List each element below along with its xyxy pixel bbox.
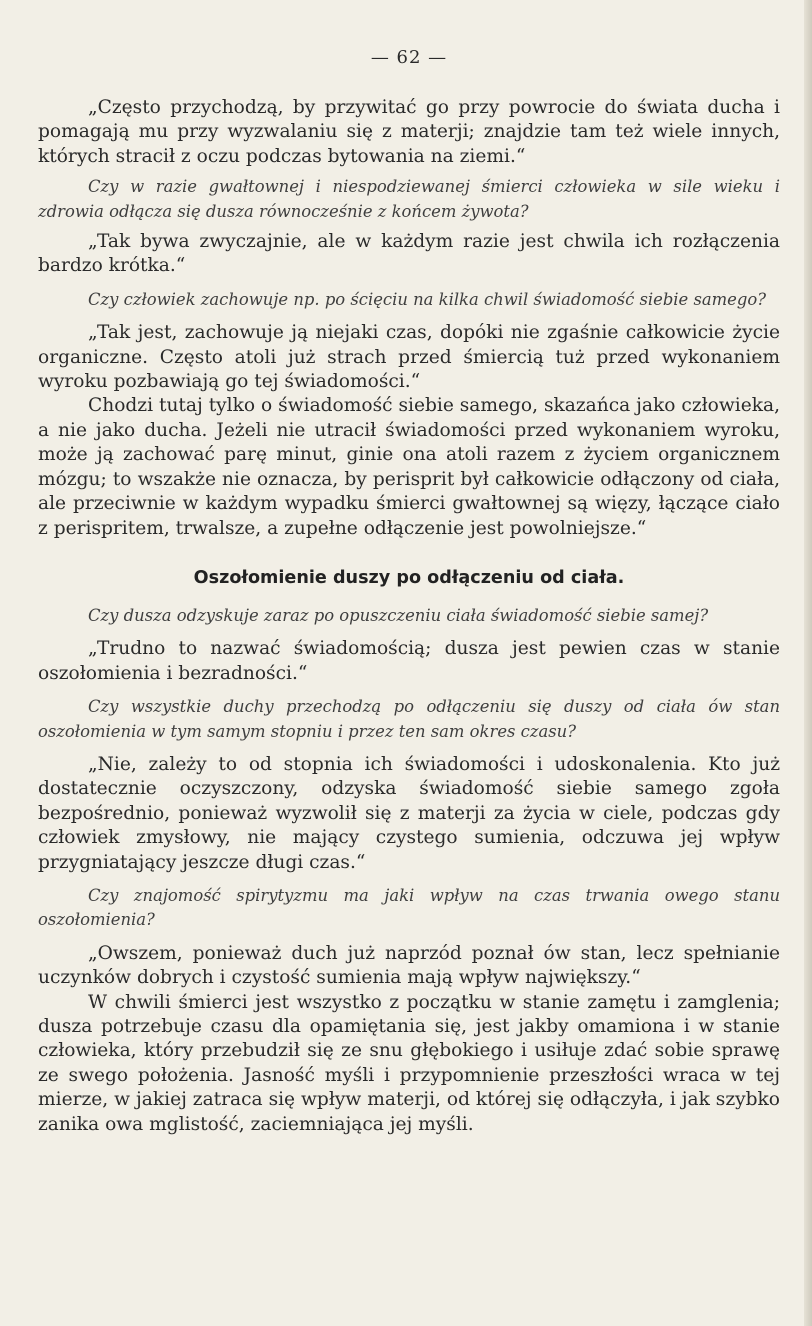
paragraph-question: Czy wszystkie duchy przechodzą po odłączeniu się duszy od ciała ów stan oszołomienia w tym samym stopniu i przez ten sam okres czasu? <box>38 697 780 741</box>
paragraph-answer: „Często przychodzą, by przywitać go przy powrocie do świata ducha i pomagają mu przy wyzwalaniu się z materji; znajdzie tam też wiele innych, których stracił z oczu podczas bytowania na ziemi.“ <box>38 97 780 167</box>
paragraph-commentary: Chodzi tutaj tylko o świadomość siebie samego, skazańca jako człowieka, a nie jako ducha. Jeżeli nie utracił świadomości przed wykonaniem wyroku, może ją zachować parę minut, ginie ona atoli razem z życiem organicznem mózgu; to wszakże nie oznacza, by perisprit był całkowicie odłączony od ciała, ale przeciwnie w każdym wypadku śmierci gwałtownej są więzy, łączące ciało z perispritem, trwalsze, a zupełne odłączenie jest powolniejsze.“ <box>38 395 780 539</box>
paragraph-answer: „Tak bywa zwyczajnie, ale w każdym razie jest chwila ich rozłączenia bardzo krótka.“ <box>38 231 780 277</box>
page-number: — 62 — <box>370 47 448 68</box>
page-content <box>38 46 780 1137</box>
paragraph-commentary: W chwili śmierci jest wszystko z początku w stanie zamętu i zamglenia; dusza potrzebuje czasu dla opamiętania się, jest jakby omamiona i w stanie człowieka, który przebudził się ze snu głębokiego i usiłuje zdać sobie sprawę ze swego położenia. Jasność myśli i przypomnienie przeszłości wraca w tej mierze, w jakiej zatraca się wpływ materji, od której się odłączyła, i jak szybko zanika owa mglistość, zaciemniająca jej myśli. <box>38 991 780 1135</box>
paragraph-question: Czy dusza odzyskuje zaraz po opuszczeniu ciała świadomość siebie samej? <box>88 605 709 625</box>
paragraph-answer: „Nie, zależy to od stopnia ich świadomości i udoskonalenia. Kto już dostatecznie oczyszczony, odzyska świadomość siebie samego zgoła bezpośrednio, ponieważ wyzwolił się z materji za życia w ciele, podczas gdy człowiek zmysłowy, nie mający czystego sumienia, odczuwa jej wpływ przygniatający jeszcze długi czas.“ <box>38 753 780 873</box>
page-edge <box>804 0 812 1326</box>
section-heading: Oszołomienie duszy po odłączeniu od ciała. <box>193 567 625 588</box>
paragraph-question: Czy w razie gwałtownej i niespodziewanej śmierci człowieka w sile wieku i zdrowia odłącza się dusza równocześnie z końcem żywota? <box>38 177 780 221</box>
paragraph-answer: „Tak jest, zachowuje ją niejaki czas, dopóki nie zgaśnie całkowicie życie organiczne. Często atoli już strach przed śmiercią tuż przed wykonaniem wyroku pozbawiają go tej świadomości.“ <box>38 322 780 393</box>
paragraph-question: Czy człowiek zachowuje np. po ścięciu na kilka chwil świadomość siebie samego? <box>88 289 767 309</box>
paragraph-answer: „Trudno to nazwać świadomością; dusza jest pewien czas w stanie oszołomienia i bezradności.“ <box>38 638 780 684</box>
paragraph-question: Czy znajomość spirytyzmu ma jaki wpływ na czas trwania owego stanu oszołomienia? <box>38 885 780 930</box>
paragraph-answer: „Owszem, ponieważ duch już naprzód poznał ów stan, lecz spełnianie uczynków dobrych i czystość sumienia mają wpływ największy.“ <box>38 942 780 989</box>
